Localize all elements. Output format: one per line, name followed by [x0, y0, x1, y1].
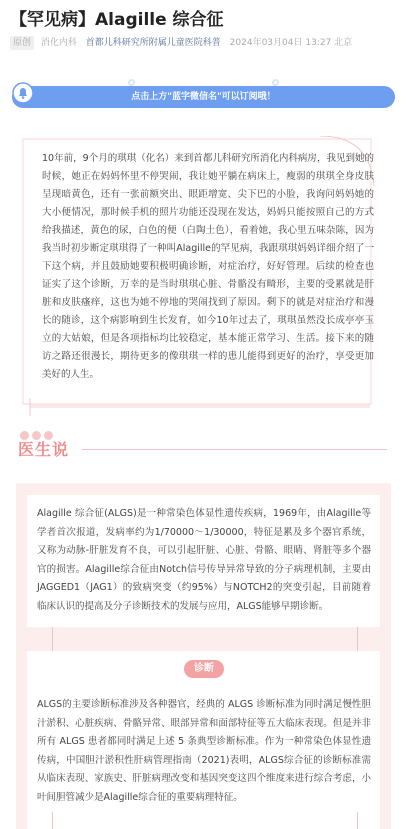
publish-location: 北京	[334, 38, 353, 48]
intro-paragraph: Alagille 综合征(ALGS)是一种常染色体显性遗传疾病，1969年，由Alagille等学者首次报道，发病率约为1/70000～1/30000，特征是累及多个器官系统，又称为动脉-肝脏发育不良，可以引起肝脏、心脏、骨骼、眼睛、肾脏等多个器官的损害。Alagille综合征由Notch信号传导异常导致的分子病理机制，主要由JAGGED1（JAG1）的致病突变（约95%）与NOTCH2的突变引起，目前随着临床认识的提高及分子诊断技术的发展与应用，ALGS能够早期诊断。	[37, 508, 371, 612]
section-title-doctor: 医生说	[18, 440, 70, 459]
bell-icon	[12, 82, 34, 104]
original-badge: 原创	[10, 36, 34, 50]
account-link[interactable]: 首都儿科研究所附属儿童医院科普	[85, 38, 221, 48]
card-connector	[52, 627, 53, 651]
category-label: 消化内科	[40, 38, 77, 48]
diagnosis-paragraph: ALGS的主要诊断标准涉及各种器官，经典的 ALGS 诊断标准为同时满足慢性胆汁淤积、心脏疾病、骨骼异常、眼部异常和面部特征等五大临床表现。但是并非所有 ALGS 患者都同时满足上述 5 条典型诊断标准。作为一种常染色体显性遗传病，中国胆汁淤积性肝病管理指南（2021)表明，ALGS综合征的诊断标准需从临床表现、家族史、肝脏病理改变和基因突变这四个维度来进行综合考虑，小叶间胆管减少是Alagille综合征的重要病理特征。	[37, 699, 371, 803]
card-connector	[52, 812, 53, 829]
intro-card	[27, 495, 380, 627]
article-title: 【罕见病】Alagille 综合征	[10, 10, 224, 30]
subscribe-banner[interactable]	[12, 86, 395, 108]
story-paragraph: 10年前，9个月的琪琪（化名）来到首都儿科研究所消化内科病房，我见到她的时候，她正在妈妈怀里不停哭闹，我让她平躺在病床上，瘦弱的琪琪全身皮肤呈现暗黄色，还有一张前额突出、眼距增宽、尖下巴的小脸，我询问妈妈她的大小便情况，那时候手机的照片功能还没现在发达，妈妈只能按照自己的方式给我描述，黄色的尿，白色的便（白陶土色），看着她，我心里五味杂陈，因为我当时初步断定琪琪得了一种叫Alagille的罕见病，我跟琪琪妈妈详细介绍了一下这个病，并且鼓励她要积极明确诊断，对症治疗，好好管理。后续的检查也证实了这个诊断，万幸的是当时琪琪心脏、骨骼没有畸形，主要的受累就是肝脏和皮肤瘙痒，这也为她不停地的哭闹找到了原因。剩下的就是对症治疗和漫长的随诊，这个病影响到生长发育，如今10年过去了，琪琪虽然没长成亭亭玉立的大姑娘，但是各项指标均比较稳定，基本能正常学习、生活。接下来的随访之路还很漫长，期待更多的像琪琪一样的患儿能得到更好的治疗，享受更加美好的人生。	[42, 153, 374, 380]
diagnosis-label: 诊断	[184, 660, 224, 678]
subscribe-banner-text: 点击上方"蓝字微信名"可以订阅哦！	[131, 92, 276, 102]
article-meta	[10, 36, 400, 50]
publish-time: 2024年03月04日 13:27	[229, 38, 332, 48]
banner-decoration-dot	[272, 79, 279, 86]
banner-decoration-dot	[128, 79, 135, 86]
card-connector	[357, 812, 358, 829]
card-connector	[357, 627, 358, 651]
story-card	[20, 136, 388, 416]
section-divider	[82, 449, 387, 450]
